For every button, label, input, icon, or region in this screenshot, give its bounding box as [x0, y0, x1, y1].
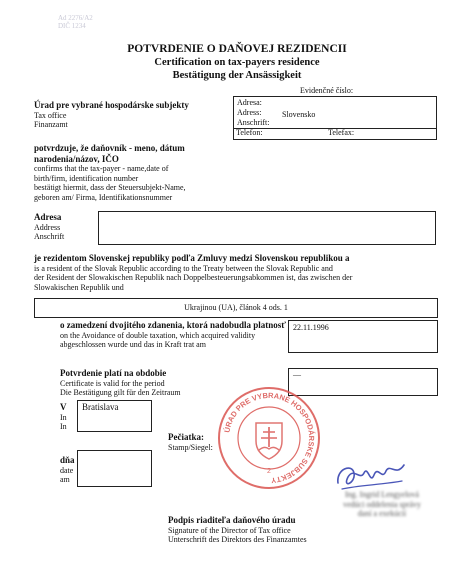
date-en: date — [60, 465, 74, 475]
seal-sk: Pečiatka: — [168, 432, 204, 442]
taxpayer-address-field[interactable] — [98, 211, 436, 245]
date-labels — [60, 455, 75, 485]
seal-labels — [168, 432, 213, 452]
seal-en-de: Stamp/Siegel: — [168, 442, 213, 452]
ghost-line-1: Ad 2276/A2 — [58, 14, 93, 22]
period-sk: Potvrdenie platí na obdobie — [60, 368, 167, 378]
office-en: Tax office — [34, 110, 67, 120]
resident-block — [34, 253, 444, 292]
period-de: Die Bestätigung gilt für den Zeitraum — [60, 388, 181, 397]
period-en: Certificate is valid for the period — [60, 378, 165, 388]
place-en: In — [60, 412, 67, 422]
signature-block — [168, 515, 368, 545]
title-sk: POTVRDENIE O DAŇOVEJ REZIDENCII — [127, 43, 347, 55]
blurred-line-1: Ing. Ingrid Lengyelová — [345, 490, 419, 499]
title-en: Certification on tax-payers residence — [154, 57, 320, 68]
avoidance-en: on the Avoidance of double taxation, which acquired validity — [60, 330, 256, 340]
date-sk: dňa — [60, 455, 75, 465]
validity-period-value: — — [293, 370, 301, 379]
office-title: Úrad pre vybrané hospodárske subjekty — [34, 100, 189, 110]
place-sk: V — [60, 402, 67, 412]
avoidance-block — [60, 320, 290, 350]
resident-en: is a resident of the Slovak Republic according to the Treaty between the Slovak Republic and — [34, 263, 333, 273]
office-block — [34, 100, 234, 130]
taxpayer-title-1: potvrdzuje, že daňovník - meno, dátum — [34, 143, 185, 153]
resident-de-2: Slowakischen Republik und — [34, 282, 124, 292]
address-label-de: Anschrift: — [237, 118, 270, 127]
validity-date-value: 22.11.1996 — [293, 323, 329, 332]
validity-date-field[interactable] — [288, 320, 438, 353]
taxpayer-block — [34, 143, 234, 202]
signature-de: Unterschrift des Direktors des Finanzamtes — [168, 535, 307, 544]
stamp-ring-textpath: ÚRAD PRE VYBRANÉ HOSPODÁRSKE SUBJEKTY — [222, 390, 317, 485]
title-de: Bestätigung der Ansässigkeit — [172, 70, 302, 81]
ghost-registry-stamp — [58, 14, 93, 30]
taxpayer-title-2: narodenia/názov, IČO — [34, 153, 119, 164]
taxpayer-de-2: geboren am/ Firma, Identifikationsnummer — [34, 192, 173, 202]
date-field[interactable] — [77, 450, 152, 487]
address-de: Anschrift — [34, 232, 65, 241]
taxpayer-de-1: bestätigt hiermit, dass der Steuersubjekt-Name, — [34, 183, 186, 192]
signature-en: Signature of the Director of Tax office — [168, 525, 291, 535]
address-label-sk: Adresa: — [237, 98, 262, 107]
office-de: Finanzamt — [34, 120, 68, 129]
place-de: In — [60, 422, 67, 431]
taxpayer-en-2: birth/firm, identification number — [34, 173, 139, 183]
address-sk: Adresa — [34, 212, 62, 222]
date-de: am — [60, 475, 70, 484]
place-field[interactable] — [77, 400, 152, 432]
evidencne-cislo-label: Evidenčné číslo: — [300, 86, 354, 95]
ghost-line-2: DIČ 1234 — [58, 22, 86, 30]
resident-sk: je rezidentom Slovenskej republiky podľa Zmluvy medzi Slovenskou republikou a — [34, 253, 350, 263]
fax-label: Telefax: — [328, 128, 355, 137]
office-address-value: Slovensko — [282, 110, 316, 119]
address-en: Address — [34, 222, 61, 232]
stamp-center-number: 2 — [267, 468, 271, 475]
taxpayer-en-1: confirms that the tax-payer - name,date of — [34, 164, 169, 173]
blurred-line-2: vedúci oddelenia správy — [343, 499, 421, 509]
treaty-country-field[interactable] — [34, 298, 438, 318]
official-round-stamp — [214, 383, 324, 493]
address-label-en: Adress: — [237, 108, 262, 117]
avoidance-sk: o zamedzení dvojitého zdanenia, ktorá nadobudla platnosť — [60, 320, 286, 330]
avoidance-de: abgeschlossen wurde und das in Kraft trat am — [60, 340, 206, 349]
taxpayer-address-labels — [34, 212, 64, 242]
coat-of-arms-icon — [256, 423, 282, 459]
place-value: Bratislava — [82, 402, 119, 412]
resident-de-1: der Resident der Slowakischen Republik nach Doppelbesteuerungsabkommen ist, das zwischen der — [34, 273, 353, 282]
signature-sk: Podpis riaditeľa daňového úradu — [168, 515, 296, 525]
place-labels — [60, 402, 67, 432]
treaty-country-value: Ukrajinou (UA), článok 4 ods. 1 — [184, 303, 288, 312]
blurred-line-3: daní a exekúcií — [357, 509, 407, 518]
phone-label: Telefon: — [236, 128, 263, 137]
